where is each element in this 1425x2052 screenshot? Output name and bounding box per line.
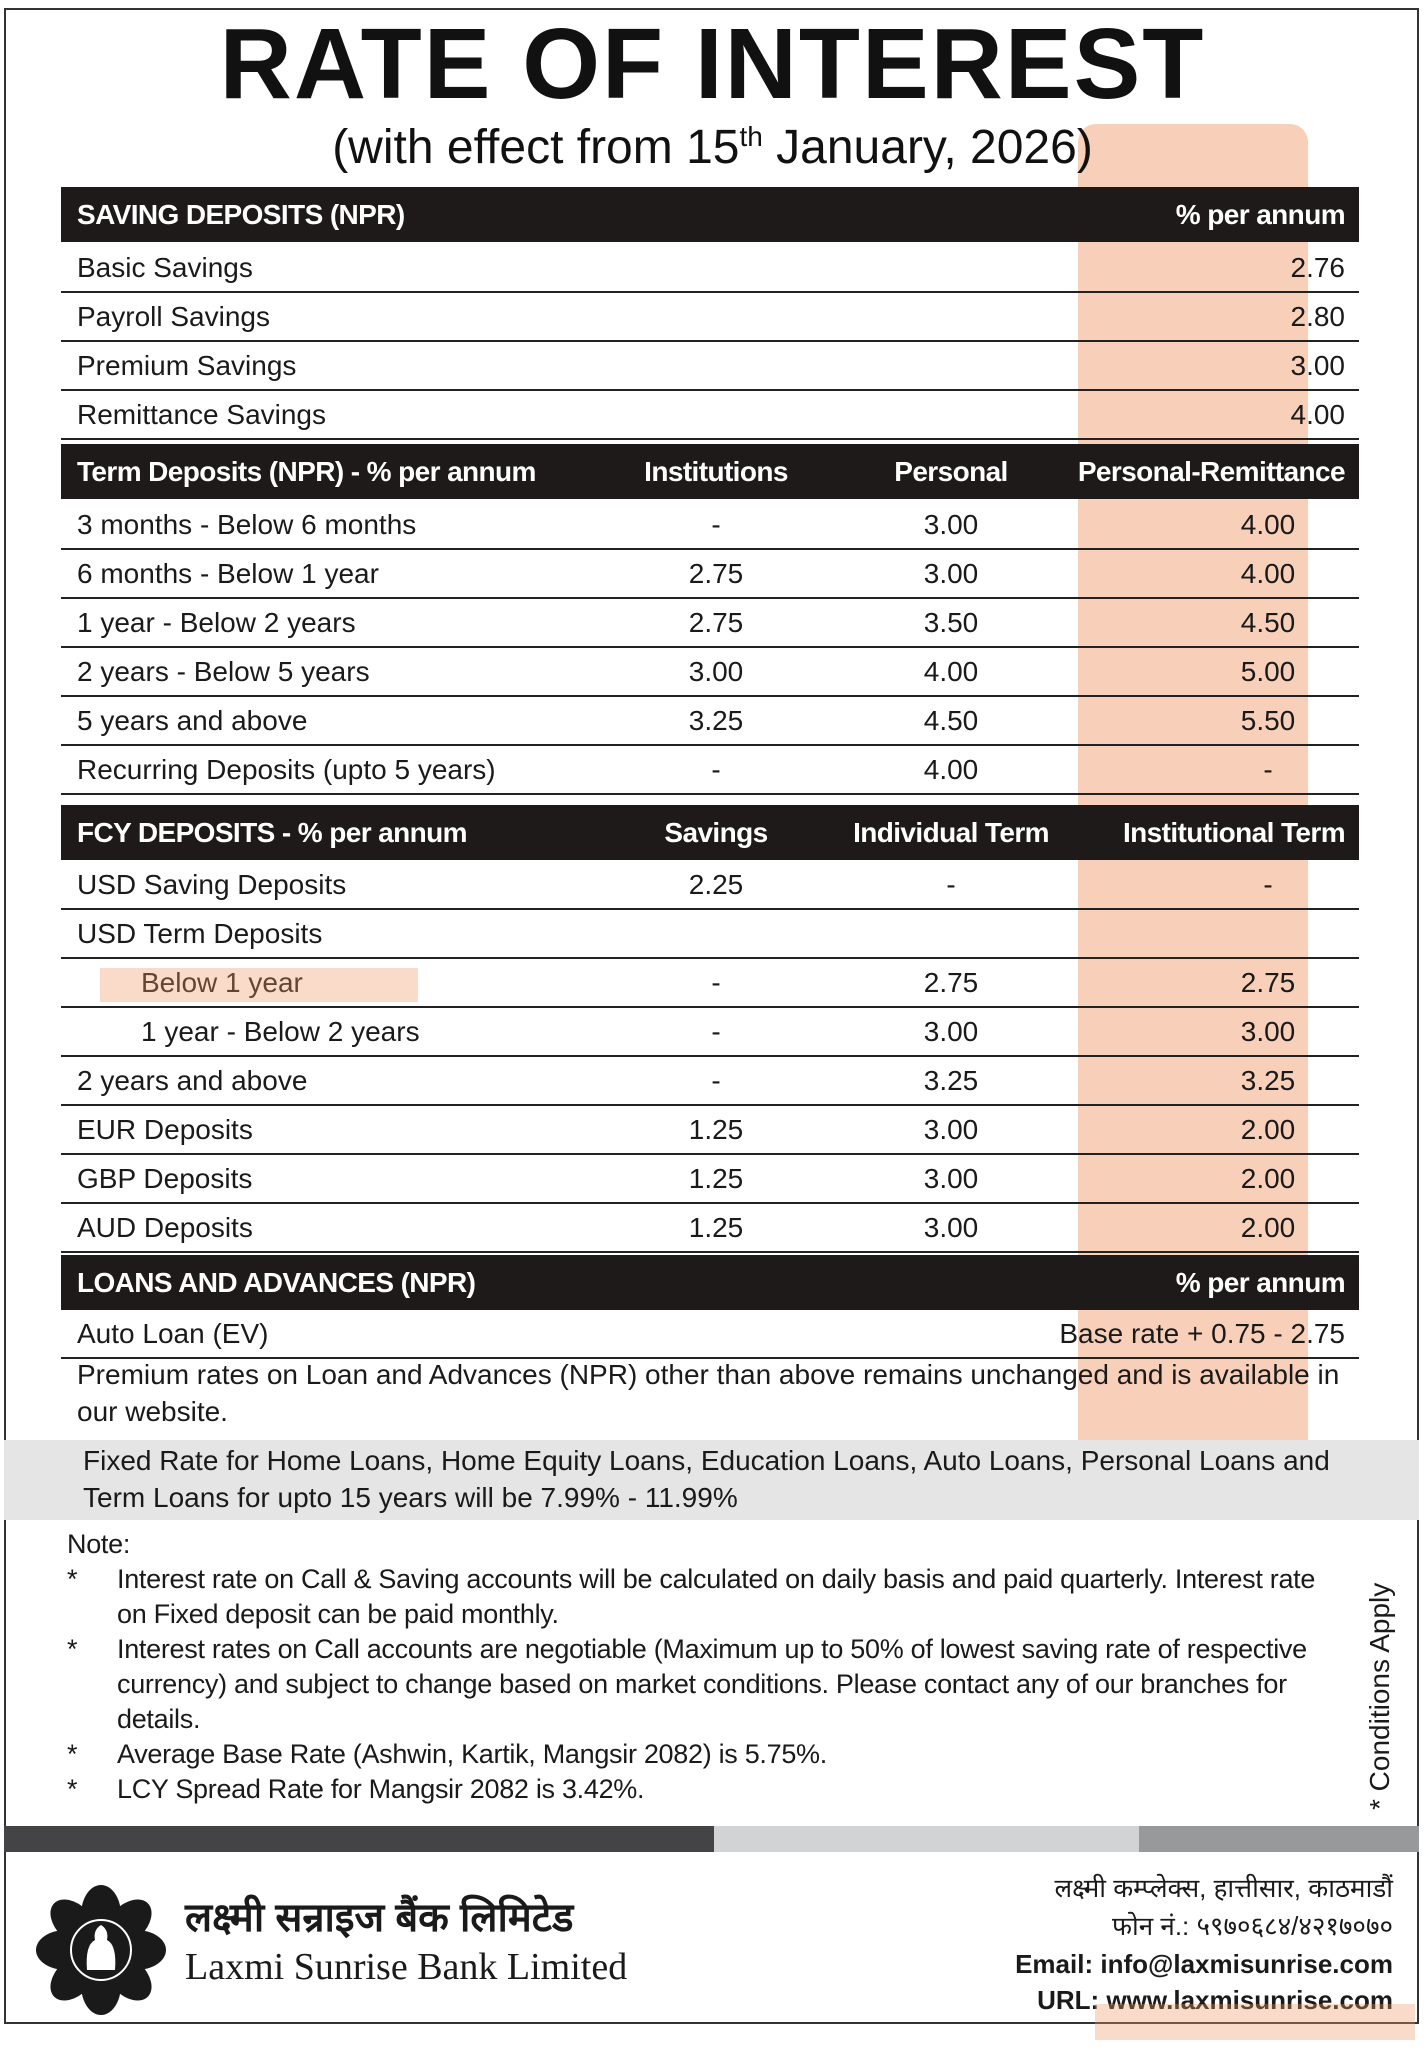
fcy-row-cell-3: 2.00 <box>1240 1212 1296 1243</box>
effective-date <box>0 120 1425 176</box>
fcy-row-cell-0: GBP Deposits <box>77 1163 253 1194</box>
term-row-cell-2: 4.50 <box>923 705 979 736</box>
term-deposits-header-col-3: Personal-Remittance <box>1077 456 1345 487</box>
fcy-row-cell-2: 3.25 <box>923 1065 979 1096</box>
fcy-row-cell-3: 3.25 <box>1240 1065 1296 1096</box>
term-row-cell-0: 1 year - Below 2 years <box>77 607 356 638</box>
fcy-row <box>61 1057 1359 1106</box>
saving-row-cell-0: Payroll Savings <box>77 301 270 332</box>
page-title: RATE OF INTEREST <box>219 8 1206 120</box>
note-text: Interest rate on Call & Saving accounts will be calculated on daily basis and paid quarterly. Interest rate on Fixed deposit can be paid monthly. <box>117 1564 1316 1629</box>
bank-url[interactable]: URL: www.laxmisunrise.com <box>1037 1985 1393 2015</box>
fcy-row-cell-2: 3.00 <box>923 1114 979 1145</box>
term-row-cell-1: - <box>711 509 721 540</box>
fcy-row <box>61 1204 1359 1253</box>
notes-section <box>67 1527 1337 1807</box>
term-row-cell-2: 3.50 <box>923 607 979 638</box>
fcy-row-cell-1: - <box>711 1065 721 1096</box>
term-row-cell-1: - <box>711 754 721 785</box>
saving-row <box>61 342 1359 391</box>
fcy-row-cell-1: 1.25 <box>688 1114 744 1145</box>
fcy-row <box>61 1008 1359 1057</box>
loan-row <box>61 1310 1359 1359</box>
note-bullet: * <box>67 1739 78 1769</box>
term-deposits-header-col-1: Institutions <box>644 456 788 487</box>
fcy-row <box>61 1106 1359 1155</box>
fcy-row-cell-0: EUR Deposits <box>77 1114 253 1145</box>
note-text: Average Base Rate (Ashwin, Kartik, Mangsir 2082) is 5.75%. <box>117 1739 827 1769</box>
note-bullet: * <box>67 1774 78 1804</box>
term-row-cell-0: 2 years - Below 5 years <box>77 656 370 687</box>
note-item <box>67 1632 1337 1737</box>
term-row-cell-3: 4.50 <box>1240 607 1296 638</box>
fcy-row-cell-0: USD Saving Deposits <box>77 869 347 900</box>
term-deposits-header <box>61 444 1359 499</box>
effective-date-sup: th <box>739 121 763 152</box>
bank-name-english: Laxmi Sunrise Bank Limited <box>185 1946 628 1988</box>
fcy-row-cell-1: 2.25 <box>688 869 744 900</box>
term-row-cell-2: 3.00 <box>923 558 979 589</box>
fcy-row <box>61 861 1359 910</box>
loan-row-cell-1: Base rate + 0.75 - 2.75 <box>1059 1318 1345 1349</box>
fcy-row <box>61 1155 1359 1204</box>
term-row <box>61 648 1359 697</box>
saving-row <box>61 244 1359 293</box>
term-row-cell-0: 5 years and above <box>77 705 308 736</box>
saving-row-cell-1: 3.00 <box>1290 350 1345 381</box>
note-item <box>67 1772 1337 1807</box>
fcy-deposits-header <box>61 805 1359 860</box>
loan-row-cell-0: Auto Loan (EV) <box>77 1318 269 1349</box>
saving-row-cell-1: 2.76 <box>1290 252 1345 283</box>
effective-date-post: January, 2026) <box>762 121 1093 174</box>
fcy-row-cell-2: - <box>946 869 956 900</box>
term-row-cell-0: 6 months - Below 1 year <box>77 558 379 589</box>
term-row-cell-1: 3.25 <box>688 705 744 736</box>
fcy-row-cell-0: Below 1 year <box>141 967 303 998</box>
fcy-row-cell-1: 1.25 <box>688 1212 744 1243</box>
fcy-row-cell-2: 3.00 <box>923 1163 979 1194</box>
fcy-deposits-header-col-0: FCY DEPOSITS - % per annum <box>77 817 467 848</box>
fcy-deposits-header-col-3: Institutional Term <box>1122 817 1345 848</box>
fcy-row-cell-1: - <box>711 1016 721 1047</box>
term-row <box>61 697 1359 746</box>
fcy-row-cell-2: 2.75 <box>923 967 979 998</box>
loans-header <box>61 1255 1359 1310</box>
footer-bar-light <box>714 1826 1139 1852</box>
watermark-footer-panel <box>1095 2004 1415 2040</box>
saving-row-cell-1: 4.00 <box>1290 399 1345 430</box>
fcy-row-cell-2: 3.00 <box>923 1212 979 1243</box>
term-row-cell-1: 3.00 <box>688 656 744 687</box>
fcy-row-cell-3: 2.00 <box>1240 1163 1296 1194</box>
saving-deposits-header-col-0: SAVING DEPOSITS (NPR) <box>77 199 405 230</box>
fcy-row-cell-0: USD Term Deposits <box>77 918 323 949</box>
term-row-cell-1: 2.75 <box>688 558 744 589</box>
fcy-row-cell-1: 1.25 <box>688 1163 744 1194</box>
term-deposits-header-col-0: Term Deposits (NPR) - % per annum <box>77 456 536 487</box>
fcy-row-cell-3: 2.75 <box>1240 967 1296 998</box>
saving-deposits-header <box>61 187 1359 242</box>
bank-address: लक्ष्मी कम्प्लेक्स, हात्तीसार, काठमाडौं <box>1054 1873 1393 1903</box>
watermark-inline-panel <box>100 968 418 1002</box>
term-deposits-header-col-2: Personal <box>894 456 1008 487</box>
saving-deposits-header-col-1: % per annum <box>1175 199 1345 230</box>
saving-row-cell-1: 2.80 <box>1290 301 1345 332</box>
term-row-cell-1: 2.75 <box>688 607 744 638</box>
fcy-row-cell-3: 2.00 <box>1240 1114 1296 1145</box>
term-row-cell-2: 4.00 <box>923 754 979 785</box>
term-row <box>61 550 1359 599</box>
fcy-row <box>61 910 1359 959</box>
premium-rates-note: Premium rates on Loan and Advances (NPR) other than above remains unchanged and is available in our website. <box>77 1359 1340 1427</box>
fcy-row-cell-0: 2 years and above <box>77 1065 308 1096</box>
conditions-apply: * Conditions Apply <box>1364 1582 1395 1810</box>
bank-phone: फोन नं.: ५९७०६८४/४२१७०७० <box>1111 1911 1393 1941</box>
fcy-deposits-header-col-2: Individual Term <box>853 817 1049 848</box>
fcy-row-cell-3: 3.00 <box>1240 1016 1296 1047</box>
bank-email[interactable]: Email: info@laxmisunrise.com <box>1015 1949 1393 1979</box>
note-item <box>67 1562 1337 1632</box>
term-row <box>61 746 1359 795</box>
term-row-cell-3: 4.00 <box>1240 558 1296 589</box>
note-bullet: * <box>67 1564 78 1594</box>
fcy-row-cell-3: - <box>1263 869 1273 900</box>
saving-row <box>61 293 1359 342</box>
fcy-row-cell-0: AUD Deposits <box>77 1212 253 1243</box>
saving-row-cell-0: Remittance Savings <box>77 399 327 430</box>
term-row-cell-2: 4.00 <box>923 656 979 687</box>
term-row-cell-3: 4.00 <box>1240 509 1296 540</box>
footer-bar-mid <box>1139 1826 1419 1852</box>
term-row-cell-0: 3 months - Below 6 months <box>77 509 417 540</box>
term-row <box>61 599 1359 648</box>
fcy-deposits-header-col-1: Savings <box>664 817 768 848</box>
term-row-cell-2: 3.00 <box>923 509 979 540</box>
note-label: Note: <box>67 1529 131 1559</box>
term-row <box>61 501 1359 550</box>
note-text: Interest rates on Call accounts are negotiable (Maximum up to 50% of lowest saving rate of respective currency) and subject to change based on market conditions. Please contact any of our branches for details. <box>117 1634 1307 1734</box>
fcy-row-cell-2: 3.00 <box>923 1016 979 1047</box>
term-row-cell-3: 5.50 <box>1240 705 1296 736</box>
loans-header-col-0: LOANS AND ADVANCES (NPR) <box>77 1267 476 1298</box>
saving-row <box>61 391 1359 440</box>
loans-header-col-1: % per annum <box>1175 1267 1345 1298</box>
footer-bar-dark <box>4 1826 714 1852</box>
saving-row-cell-0: Basic Savings <box>77 252 253 283</box>
bank-name-nepali: लक्ष्मी सन्राइज बैंक लिमिटेड <box>185 1896 574 1940</box>
fcy-row-cell-0: 1 year - Below 2 years <box>141 1016 420 1047</box>
bank-logo-icon <box>36 1885 166 2015</box>
term-row-cell-3: - <box>1263 754 1273 785</box>
fcy-row-cell-1: - <box>711 967 721 998</box>
note-bullet: * <box>67 1634 78 1664</box>
saving-row-cell-0: Premium Savings <box>77 350 297 381</box>
note-item <box>67 1737 1337 1772</box>
note-text: LCY Spread Rate for Mangsir 2082 is 3.42%. <box>117 1774 645 1804</box>
term-row-cell-3: 5.00 <box>1240 656 1296 687</box>
term-row-cell-0: Recurring Deposits (upto 5 years) <box>77 754 496 785</box>
effective-date-pre: (with effect from 15 <box>332 121 740 174</box>
fixed-rate-note: Fixed Rate for Home Loans, Home Equity Loans, Education Loans, Auto Loans, Personal Loans and Term Loans for upto 15 years will be 7.99% - 11.99% <box>83 1445 1330 1513</box>
